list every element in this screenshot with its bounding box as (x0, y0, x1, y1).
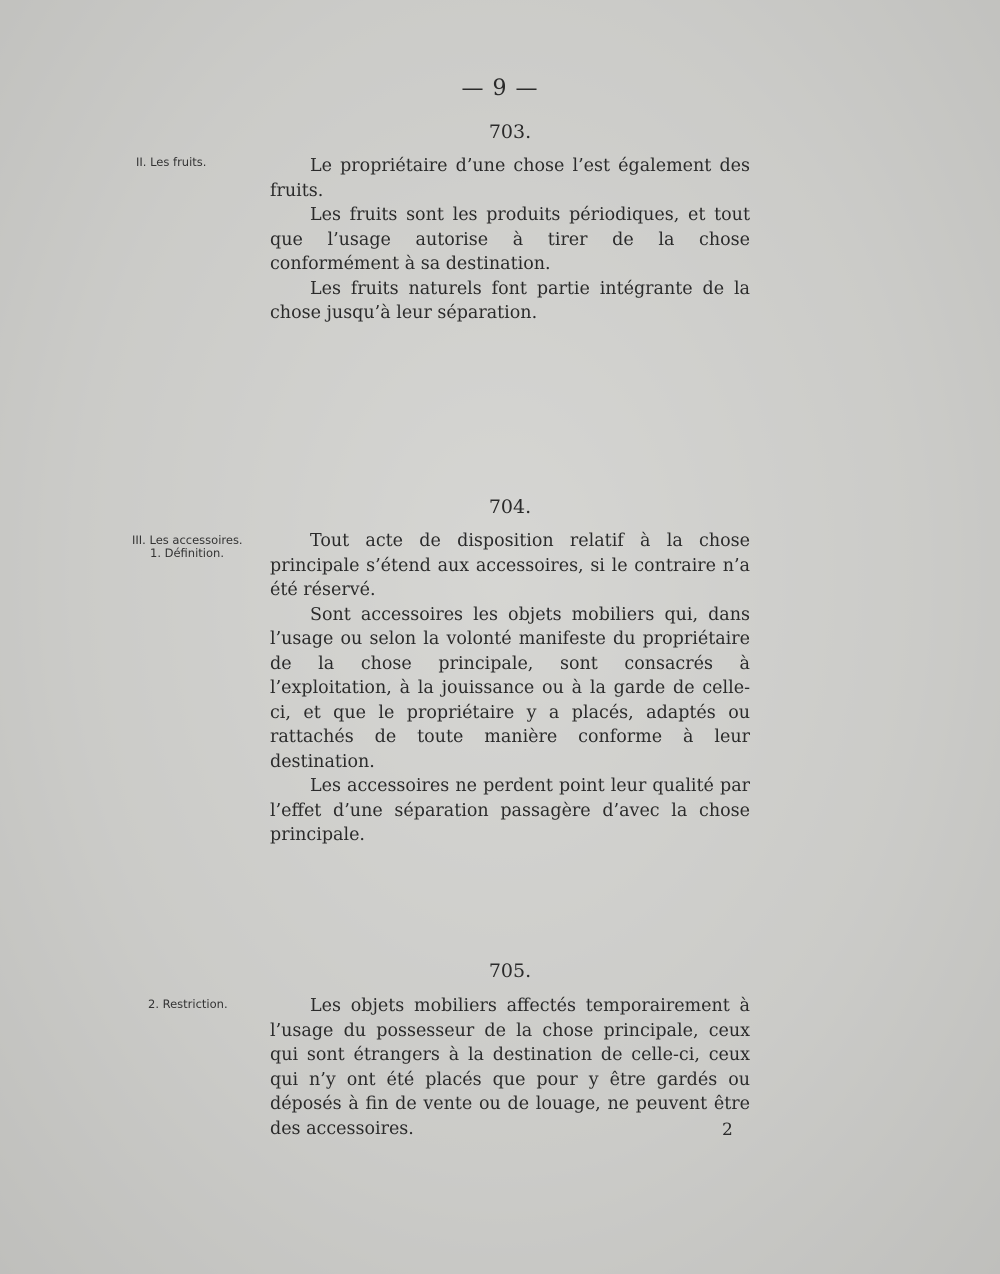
paragraph: Sont accessoires les objets mobiliers qui, dans l’usage ou selon la volonté manifeste du propriétaire de la chose principale, sont consacrés à l’exploitation, à la jouissance ou à la garde de celle-ci, et que le propriétaire y a placés, adaptés ou rattachés de toute manière conforme à leur destination. (270, 604, 750, 772)
paragraph: Les fruits naturels font partie intégrante de la chose jusqu’à leur séparation. (270, 278, 750, 323)
page-number: — 9 — (461, 76, 539, 101)
article-703-text (270, 154, 750, 326)
paragraph: Les accessoires ne perdent point leur qualité par l’effet d’une séparation passagère d’avec la chose principale. (270, 776, 750, 845)
article-number-703: 703. (488, 121, 532, 143)
article-704-text (270, 529, 750, 848)
paragraph: Les objets mobiliers affectés temporairement à l’usage du possesseur de la chose principale, ceux qui sont étrangers à la destination de celle-ci, ceux qui n’y ont été placés que pour y être gardés ou déposés à fin de vente ou de louage, ne peuvent être des accessoires. (270, 996, 750, 1139)
margin-note-line: 1. Définition. (150, 546, 224, 560)
margin-note-line: III. Les accessoires. (132, 533, 243, 547)
margin-note-line: 2. Restriction. (148, 997, 228, 1011)
paragraph: Les fruits sont les produits périodiques, et tout que l’usage autorise à tirer de la chose conformément à sa destination. (270, 205, 750, 274)
margin-note-fruits (136, 156, 286, 169)
article-number-705: 705. (488, 960, 532, 982)
paragraph: Tout acte de disposition relatif à la chose principale s’étend aux accessoires, si le contraire n’a été réservé. (270, 531, 750, 600)
article-705-text (270, 994, 750, 1141)
margin-note-accessoires (132, 534, 282, 560)
signature-mark: 2 (722, 1120, 733, 1140)
margin-note-line: II. Les fruits. (136, 155, 207, 169)
paragraph: Le propriétaire d’une chose l’est également des fruits. (270, 156, 750, 201)
article-number-704: 704. (488, 496, 532, 518)
